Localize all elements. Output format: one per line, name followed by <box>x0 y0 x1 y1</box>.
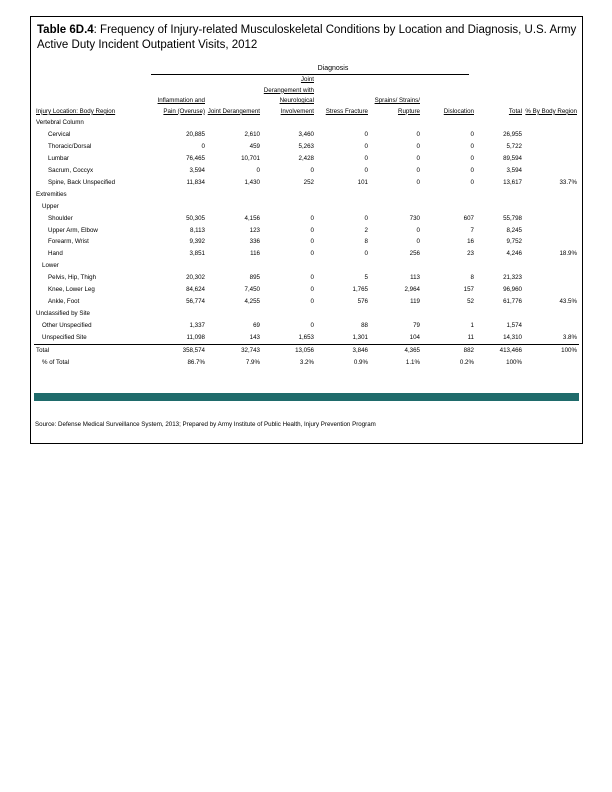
table-cell: 116 <box>250 250 260 258</box>
table-cell: 11 <box>467 333 474 341</box>
table-cell <box>316 308 370 320</box>
header-row <box>34 75 579 117</box>
table-cell <box>524 165 579 177</box>
table-cell: 20,302 <box>186 274 205 282</box>
table-cell: 143 <box>249 333 260 341</box>
table-cell: 0 <box>310 321 314 329</box>
table-cell: 23 <box>467 250 474 258</box>
table-cell: 123 <box>249 226 260 234</box>
table-cell: 2,610 <box>244 131 260 139</box>
table-cell <box>524 189 579 201</box>
table-cell: 0 <box>416 178 420 186</box>
table-cell <box>316 201 370 213</box>
table-cell: 33.7% <box>559 178 577 186</box>
table-cell <box>524 129 579 141</box>
table-row <box>34 284 579 296</box>
table-cell: 13,617 <box>503 178 522 186</box>
row-label: Other Unspecified <box>42 321 92 329</box>
table-row <box>34 344 579 356</box>
table-cell: 0 <box>416 167 420 174</box>
table-cell <box>524 141 579 153</box>
table-cell: 2 <box>364 226 368 234</box>
table-cell: 84,624 <box>186 286 205 294</box>
table-cell: 1.1% <box>405 358 420 366</box>
row-label: Vertebral Column <box>36 119 84 127</box>
table-cell <box>524 153 579 165</box>
table-cell <box>152 308 207 320</box>
table-cell: 0 <box>310 214 314 222</box>
table-cell: 104 <box>409 333 420 341</box>
column-header: Inflammation and Pain (Overuse) <box>157 97 205 115</box>
row-label: Total <box>34 344 152 356</box>
table-row <box>34 213 579 225</box>
table-cell <box>524 284 579 296</box>
table-cell <box>370 189 422 201</box>
table-cell: 100% <box>506 358 522 366</box>
table-cell <box>524 225 579 237</box>
table-cell: 607 <box>463 214 474 222</box>
table-cell <box>422 260 476 272</box>
table-cell <box>316 189 370 201</box>
table-row <box>34 308 579 320</box>
row-label: Unspecified Site <box>42 333 87 341</box>
table-cell: 11,834 <box>186 178 205 186</box>
table-cell: 730 <box>409 214 420 222</box>
table-cell <box>524 357 579 369</box>
table-row <box>34 320 579 332</box>
table-body <box>34 117 579 368</box>
table-cell: 4,255 <box>244 297 260 305</box>
table-cell: 0 <box>470 131 474 139</box>
table-cell: 7,450 <box>244 286 260 294</box>
table-cell <box>476 260 524 272</box>
table-cell: 9,392 <box>189 238 205 246</box>
table-cell <box>524 308 579 320</box>
table-cell: 32,743 <box>207 344 262 356</box>
table-row <box>34 129 579 141</box>
table-cell: 101 <box>357 178 368 186</box>
table-cell: 0 <box>310 250 314 258</box>
column-header: Joint Derangement <box>207 107 260 115</box>
table-cell: 50,305 <box>186 214 205 222</box>
table-cell: 11,098 <box>186 333 205 341</box>
table-cell: 119 <box>410 297 420 305</box>
table-cell: 459 <box>249 143 260 151</box>
table-cell <box>476 308 524 320</box>
table-cell: 3,851 <box>189 250 205 258</box>
table-cell: 86.7% <box>187 358 205 366</box>
row-label: Lumbar <box>48 155 69 163</box>
table-row <box>34 165 579 177</box>
table-cell <box>524 117 579 129</box>
table-row <box>34 189 579 201</box>
table-cell: 0 <box>310 226 314 234</box>
table-cell <box>422 308 476 320</box>
table-cell: 336 <box>249 238 260 246</box>
table-cell: 13,056 <box>262 344 316 356</box>
table-row <box>34 117 579 129</box>
table-cell: 8 <box>364 238 368 246</box>
column-header: Dislocation <box>443 107 474 115</box>
table-cell: 0 <box>364 214 368 222</box>
column-header: Injury Location: Body Region <box>36 107 116 115</box>
table-cell: 882 <box>422 344 476 356</box>
table-cell: 1,574 <box>506 321 522 329</box>
row-label: Pelvis, Hip, Thigh <box>48 274 97 282</box>
table-cell <box>207 117 262 129</box>
table-cell <box>524 213 579 225</box>
table-cell: 26,955 <box>503 131 522 139</box>
table-cell <box>524 272 579 284</box>
table-cell <box>207 308 262 320</box>
table-cell <box>262 308 316 320</box>
column-header: % By Body Region <box>525 107 577 115</box>
row-label: Cervical <box>48 131 71 139</box>
table-cell: 0 <box>470 167 474 174</box>
row-label: Upper <box>42 202 59 210</box>
table-cell: 4,156 <box>244 214 260 222</box>
table-cell: 1,337 <box>189 321 205 329</box>
table-cell: 3.2% <box>299 358 314 366</box>
table-cell: 0 <box>364 131 368 139</box>
table-cell: 89,594 <box>503 155 522 163</box>
table-cell <box>370 308 422 320</box>
row-label: Unclassified by Site <box>36 309 90 317</box>
table-row <box>34 357 579 369</box>
table-cell <box>476 201 524 213</box>
table-cell: 14,310 <box>503 333 522 341</box>
table-cell <box>207 260 262 272</box>
table-cell: 5 <box>364 274 368 282</box>
table-cell: 3,846 <box>316 344 370 356</box>
table-cell: 0 <box>310 297 314 305</box>
table-cell <box>207 201 262 213</box>
table-cell: 3.8% <box>562 333 577 341</box>
row-label: Spine, Back Unspecified <box>48 178 116 186</box>
table-cell: 18.9% <box>559 250 577 258</box>
table-cell: 5,263 <box>298 143 314 151</box>
table-cell <box>370 201 422 213</box>
table-cell <box>524 320 579 332</box>
data-table <box>34 75 579 368</box>
table-cell: 0 <box>416 238 420 246</box>
table-cell: 0 <box>201 143 205 151</box>
table-cell <box>152 260 207 272</box>
table-cell: 100% <box>524 344 579 356</box>
table-cell <box>262 201 316 213</box>
table-cell: 61,776 <box>503 297 522 305</box>
column-header: Total <box>508 107 522 115</box>
table-cell <box>207 189 262 201</box>
table-cell: 895 <box>249 274 260 282</box>
table-cell: 43.5% <box>559 297 577 305</box>
table-cell: 96,960 <box>503 286 522 294</box>
row-label: % of Total <box>42 358 70 366</box>
table-row <box>34 296 579 308</box>
table-cell: 1,653 <box>298 333 314 341</box>
table-cell: 0 <box>416 143 420 151</box>
table-row <box>34 248 579 260</box>
table-row <box>34 272 579 284</box>
table-title-text: : Frequency of Injury-related Musculoskeletal Conditions by Location and Diagnosis, U.S. Army Active Duty Incident Outpatient Visits, 2012 <box>37 24 577 51</box>
table-cell: 1,430 <box>244 178 260 186</box>
table-cell: 3,460 <box>298 131 314 139</box>
table-cell <box>524 201 579 213</box>
table-cell: 0 <box>470 178 474 186</box>
table-cell <box>262 260 316 272</box>
table-cell: 69 <box>253 321 260 329</box>
table-cell: 0 <box>364 155 368 163</box>
table-cell: 0 <box>310 274 314 282</box>
table-row <box>34 236 579 248</box>
table-cell: 55,798 <box>503 214 522 222</box>
table-title <box>37 23 577 53</box>
table-cell: 10,701 <box>241 155 260 163</box>
table-cell: 8,113 <box>189 226 205 234</box>
table-cell: 2,428 <box>298 155 314 163</box>
row-label: Hand <box>48 250 63 258</box>
row-label: Knee, Lower Leg <box>48 286 95 294</box>
table-cell <box>370 117 422 129</box>
table-cell: 0 <box>310 238 314 246</box>
table-cell: 576 <box>357 297 368 305</box>
table-cell: 0 <box>470 155 474 163</box>
table-cell: 20,885 <box>186 131 205 139</box>
table-number: Table 6D.4 <box>37 24 94 36</box>
table-row <box>34 225 579 237</box>
table-row <box>34 332 579 344</box>
table-cell <box>422 201 476 213</box>
row-label: Ankle, Foot <box>48 297 80 305</box>
table-cell: 0 <box>364 143 368 151</box>
row-label: Shoulder <box>48 214 73 222</box>
table-cell: 8,245 <box>506 226 522 234</box>
table-cell: 0 <box>364 250 368 258</box>
table-cell <box>152 117 207 129</box>
table-cell <box>262 117 316 129</box>
diagnosis-group-label: Diagnosis <box>317 65 349 72</box>
table-cell: 7.9% <box>245 358 260 366</box>
row-label: Lower <box>42 262 59 270</box>
table-cell <box>476 117 524 129</box>
table-cell: 0 <box>416 155 420 163</box>
table-cell: 21,323 <box>503 274 522 282</box>
table-cell <box>152 189 207 201</box>
table-cell: 7 <box>470 226 474 234</box>
table-cell: 5,722 <box>506 143 522 151</box>
column-header: Stress Fracture <box>325 107 368 115</box>
table-cell: 79 <box>413 321 420 329</box>
table-cell: 1 <box>470 321 474 329</box>
table-cell: 0.2% <box>459 358 474 366</box>
table-cell: 2,964 <box>404 286 420 294</box>
table-cell: 157 <box>463 286 474 294</box>
table-cell: 3,594 <box>506 167 522 174</box>
column-header: Sprains/ Strains/ Rupture <box>374 97 420 115</box>
table-cell: 0 <box>364 167 368 174</box>
table-cell: 4,365 <box>370 344 422 356</box>
table-cell: 56,774 <box>186 297 205 305</box>
table-cell: 0 <box>256 167 260 174</box>
row-label: Thoracic/Dorsal <box>48 143 92 151</box>
table-cell <box>262 189 316 201</box>
table-row <box>34 141 579 153</box>
table-cell <box>476 189 524 201</box>
table-row <box>34 177 579 189</box>
table-cell: 0 <box>416 131 420 139</box>
table-cell: 76,465 <box>186 155 205 163</box>
table-cell: 0.9% <box>353 358 368 366</box>
table-row <box>34 260 579 272</box>
table-cell <box>152 201 207 213</box>
footer-bar <box>34 393 579 401</box>
table-cell <box>370 260 422 272</box>
table-frame <box>30 16 583 444</box>
table-cell: 4,246 <box>506 250 522 258</box>
table-cell <box>422 117 476 129</box>
table-cell: 9,752 <box>506 238 522 246</box>
table-cell <box>422 189 476 201</box>
table-row <box>34 153 579 165</box>
table-cell: 1,301 <box>352 333 368 341</box>
row-label: Extremities <box>36 190 67 198</box>
table-cell: 0 <box>310 167 314 174</box>
table-cell: 88 <box>361 321 368 329</box>
source-note: Source: Defense Medical Surveillance System, 2013; Prepared by Army Institute of Public Health, Injury Prevention Program <box>35 421 376 428</box>
table-row <box>34 201 579 213</box>
table-cell: 3,594 <box>189 167 205 174</box>
row-label: Sacrum, Coccyx <box>48 167 94 174</box>
table-cell: 0 <box>470 143 474 151</box>
table-cell: 8 <box>470 274 474 282</box>
table-cell: 0 <box>416 226 420 234</box>
table-cell: 16 <box>467 238 474 246</box>
table-cell: 113 <box>410 274 420 282</box>
table-cell: 252 <box>303 178 314 186</box>
table-cell: 0 <box>310 286 314 294</box>
table-cell: 1,765 <box>352 286 368 294</box>
table-cell: 256 <box>409 250 420 258</box>
table-cell <box>316 260 370 272</box>
table-cell <box>524 260 579 272</box>
row-label: Forearm, Wrist <box>48 238 89 246</box>
table-cell: 52 <box>467 297 474 305</box>
table-cell <box>524 236 579 248</box>
table-cell <box>316 117 370 129</box>
table-cell: 413,466 <box>476 344 524 356</box>
table-cell: 358,574 <box>152 344 207 356</box>
column-header: Joint Derangement with Neurological Involvement <box>263 76 314 115</box>
row-label: Upper Arm, Elbow <box>48 226 98 234</box>
